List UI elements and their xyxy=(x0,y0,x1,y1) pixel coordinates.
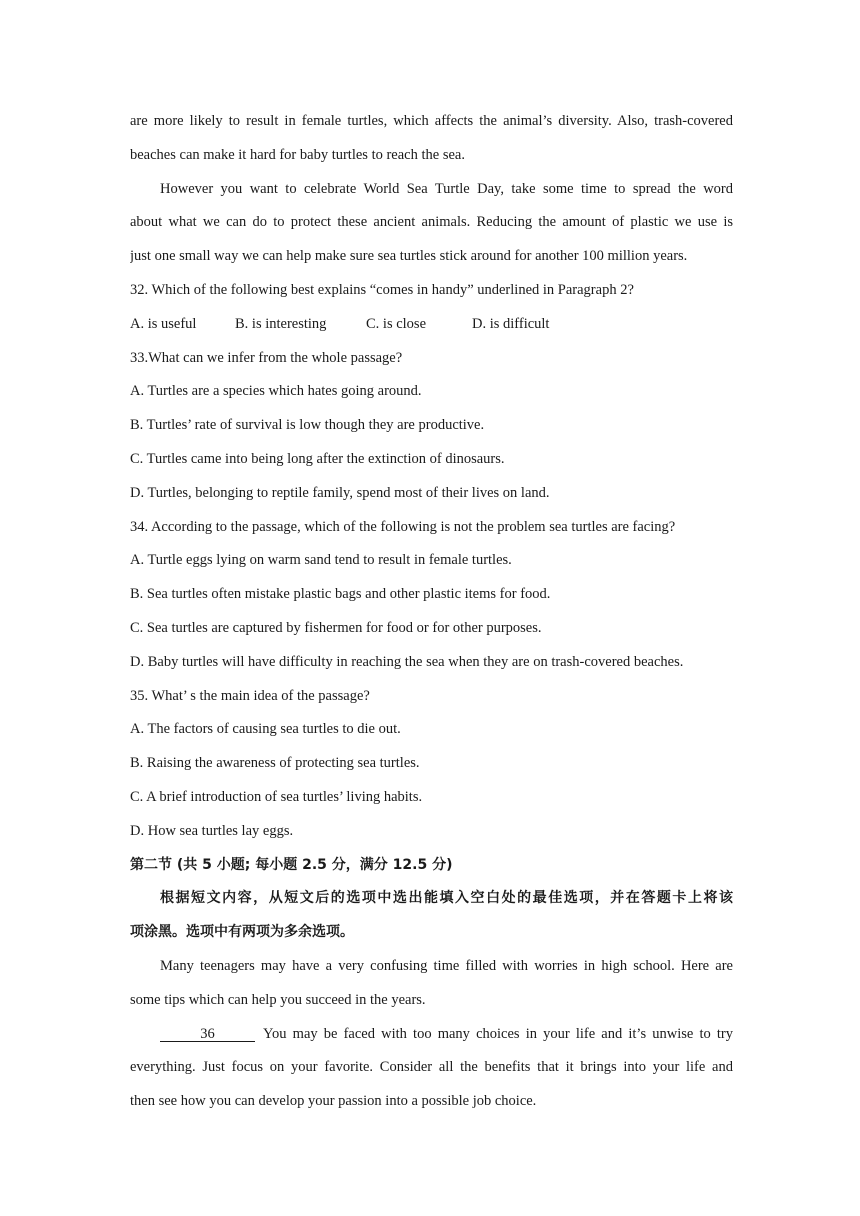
option-d[interactable]: D. Turtles, belonging to reptile family, spend most of their lives on land. xyxy=(130,484,550,501)
option-c[interactable]: C. is close xyxy=(366,315,427,332)
option-d[interactable]: D. Baby turtles will have difficulty in reaching the sea when they are on trash-covered beaches. xyxy=(130,653,684,670)
question-33-stem: 33.What can we infer from the whole passage? xyxy=(130,349,403,366)
option-a[interactable]: A. The factors of causing sea turtles to die out. xyxy=(130,721,401,738)
option-a[interactable]: A. Turtles are a species which hates going around. xyxy=(130,383,422,400)
passage-line: beaches can make it hard for baby turtles to reach the sea. xyxy=(130,146,465,163)
blank-36-line xyxy=(130,1018,733,1052)
option-b[interactable]: B. Turtles’ rate of survival is low though they are productive. xyxy=(130,417,485,434)
document-page xyxy=(130,105,733,1119)
question-32-options xyxy=(130,308,733,342)
passage-line: just one small way we can help make sure sea turtles stick around for another 100 million years. xyxy=(130,248,688,265)
option-a[interactable]: A. Turtle eggs lying on warm sand tend to result in female turtles. xyxy=(130,552,512,569)
passage-line: are more likely to result in female turtles, which affects the animal’s diversity. Also, trash-covered xyxy=(130,113,733,129)
instruction-line: 根据短文内容，从短文后的选项中选出能填入空白处的最佳选项，并在答题卡上将该 xyxy=(160,890,733,907)
option-c[interactable]: C. Turtles came into being long after the extinction of dinosaurs. xyxy=(130,450,505,467)
option-c[interactable]: C. A brief introduction of sea turtles’ living habits. xyxy=(130,788,423,805)
instruction-line: 项涂黑。选项中有两项为多余选项。 xyxy=(130,924,354,941)
option-c[interactable]: C. Sea turtles are captured by fishermen for food or for other purposes. xyxy=(130,619,542,636)
intro-line: Many teenagers may have a very confusing time filled with worries in high school. Here are xyxy=(160,957,733,974)
option-a[interactable]: A. is useful xyxy=(130,315,197,332)
passage-line: then see how you can develop your passion into a possible job choice. xyxy=(130,1093,537,1110)
intro-line: some tips which can help you succeed in the years. xyxy=(130,991,426,1008)
question-34-stem: 34. According to the passage, which of the following is not the problem sea turtles are facing? xyxy=(130,518,676,535)
passage-line: You may be faced with too many choices in your life and it’s unwise to try xyxy=(263,1025,733,1042)
passage-line: everything. Just focus on your favorite. Consider all the benefits that it brings into your life and xyxy=(130,1059,733,1076)
passage-line: about what we can do to protect these ancient animals. Reducing the amount of plastic we use is xyxy=(130,214,733,231)
option-b[interactable]: B. Sea turtles often mistake plastic bags and other plastic items for food. xyxy=(130,586,551,603)
option-d[interactable]: D. How sea turtles lay eggs. xyxy=(130,822,294,839)
passage-line: However you want to celebrate World Sea Turtle Day, take some time to spread the word xyxy=(160,180,733,197)
option-b[interactable]: B. is interesting xyxy=(235,315,327,332)
option-b[interactable]: B. Raising the awareness of protecting sea turtles. xyxy=(130,755,420,772)
question-32-stem: 32. Which of the following best explains “comes in handy” underlined in Paragraph 2? xyxy=(130,281,634,298)
question-35-stem: 35. What’ s the main idea of the passage? xyxy=(130,687,370,704)
blank-36[interactable]: 36 xyxy=(160,1027,255,1042)
section-heading: 第二节 (共 5 小题; 每小题 2.5 分，满分 12.5 分) xyxy=(130,856,453,873)
option-d[interactable]: D. is difficult xyxy=(472,315,550,332)
